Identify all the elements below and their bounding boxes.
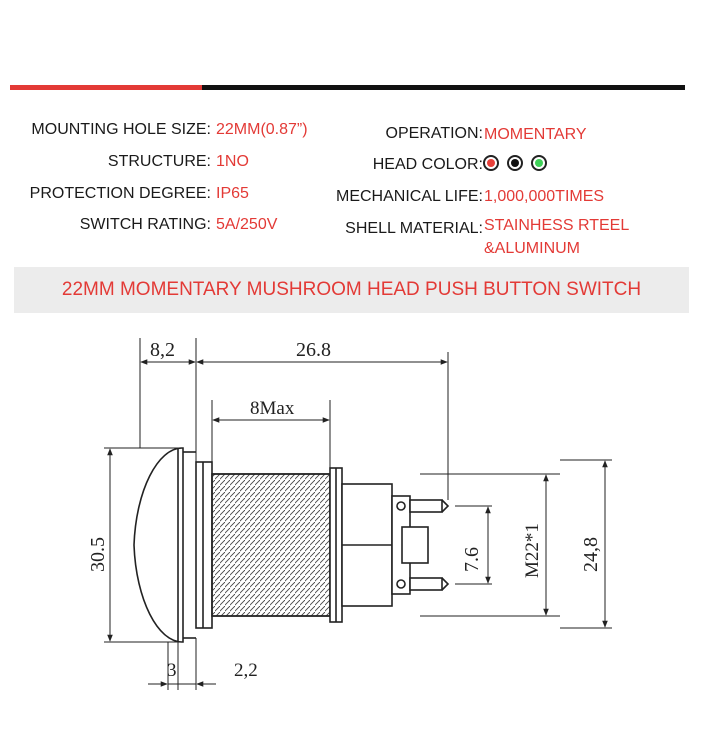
dim-terminal-pitch-label: 7.6 <box>461 547 483 572</box>
spec-label-rating: SWITCH RATING: <box>79 216 211 233</box>
dim-head-depth-label: 3 <box>167 660 177 681</box>
spec-label-shell-material: SHELL MATERIAL: <box>345 220 483 237</box>
spec-label-mounting-hole: MOUNTING HOLE SIZE: <box>31 121 211 138</box>
dim-head-width-label: 8,2 <box>150 339 175 361</box>
spec-value-shell-material-line1: STAINHESS RTEEL <box>484 217 630 234</box>
terminal-top <box>410 500 442 512</box>
spec-value-rating: 5A/250V <box>216 216 278 233</box>
dim-body-length-label: 26.8 <box>296 339 331 361</box>
dim-collar-label: 2,2 <box>234 660 258 681</box>
dim-thread-label: M22*1 <box>522 523 543 578</box>
spec-label-mechanical-life: MECHANICAL LIFE: <box>336 188 483 205</box>
mushroom-head <box>134 448 183 642</box>
threaded-barrel <box>212 474 330 616</box>
product-title: 22MM MOMENTARY MUSHROOM HEAD PUSH BUTTON SWITCH <box>61 279 642 300</box>
spec-label-operation: OPERATION: <box>385 125 483 142</box>
spec-value-protection: IP65 <box>216 185 249 202</box>
dim-body-height-label: 24,8 <box>580 537 602 572</box>
terminal-bottom <box>410 578 442 590</box>
spec-value-mechanical-life: 1,000,000TIMES <box>484 188 605 205</box>
dim-thread-max-label: 8Max <box>250 398 295 419</box>
bezel <box>196 462 212 628</box>
switch-outline <box>134 448 448 642</box>
spec-value-operation: MOMENTARY <box>484 126 587 143</box>
spec-label-protection: PROTECTION DEGREE: <box>29 185 211 202</box>
spec-label-head-color: HEAD COLOR: <box>372 156 483 173</box>
spec-value-mounting-hole: 22MM(0.87”) <box>216 121 308 138</box>
spec-label-structure: STRUCTURE: <box>107 153 211 170</box>
spec-value-structure: 1NO <box>216 153 249 170</box>
dim-head-diameter-label: 30.5 <box>87 537 109 572</box>
spec-value-shell-material-line2: &ALUMINUM <box>484 240 581 257</box>
